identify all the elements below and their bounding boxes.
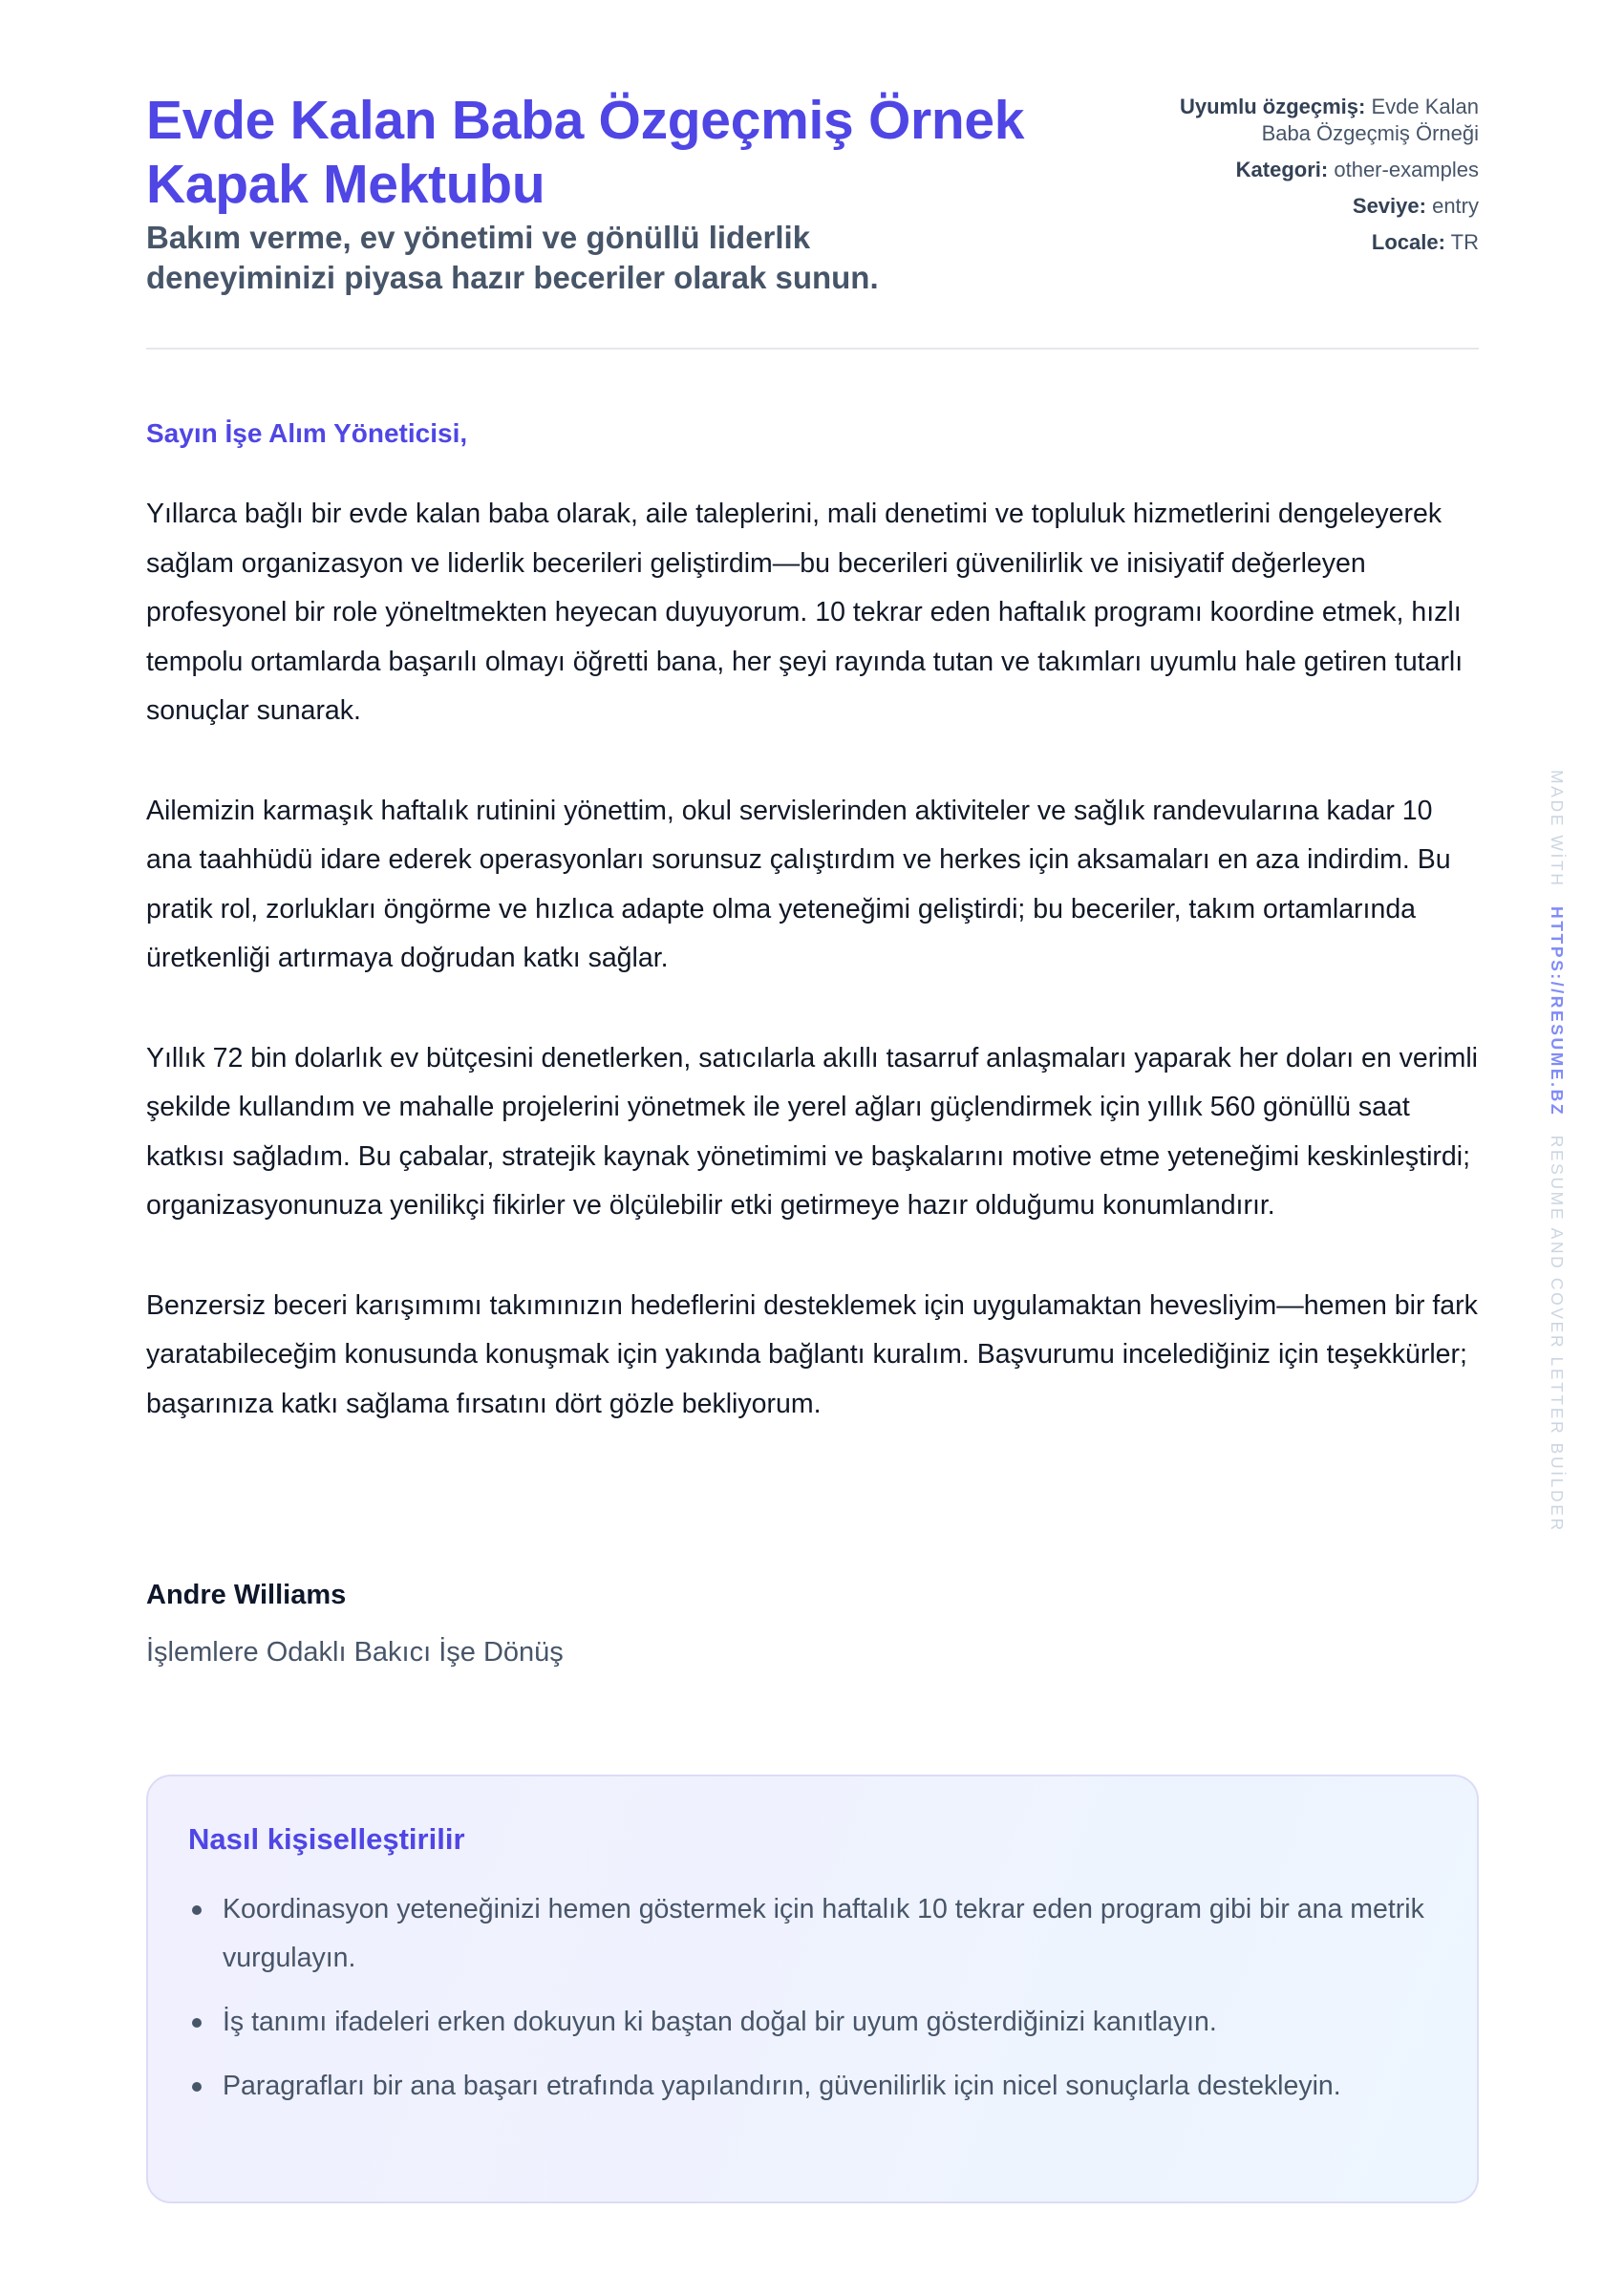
meta-value: Evde Kalan Baba Özgeçmiş Örneği bbox=[1261, 95, 1479, 145]
meta-compatible-resume bbox=[1135, 94, 1479, 147]
meta-label: Seviye: bbox=[1352, 194, 1426, 218]
meta-value: other-examples bbox=[1334, 158, 1479, 181]
meta-category bbox=[1135, 157, 1479, 183]
letter-paragraph: Yıllarca bağlı bir evde kalan baba olarak, aile taleplerini, mali denetimi ve topluluk hizmetlerini dengeleyerek sağlam organizasyon ve liderlik becerileri geliştirdim—bu becerileri güvenilirlik ve inisiyatif değerleyen profesyonel bir role yöneltmekten heyecan duyuyorum. 10 tekrar eden haftalık programı koordine etmek, hızlı tempolu ortamlarda başarılı olmayı öğretti bana, her şeyi rayında tutan ve takımları uyumlu hale getiren tutarlı sonuçlar sunarak. bbox=[146, 499, 1464, 726]
page-title: Evde Kalan Baba Özgeçmiş Örnek Kapak Mektubu bbox=[146, 90, 1025, 215]
page-subtitle: Bakım verme, ev yönetimi ve gönüllü liderlik deneyiminizi piyasa hazır beceriler olarak sunun. bbox=[146, 220, 879, 295]
meta-label: Locale: bbox=[1371, 230, 1445, 254]
watermark-prefix: MADE WİTH bbox=[1548, 770, 1567, 888]
tips-list-item bbox=[188, 2062, 1445, 2111]
bullet-icon bbox=[192, 2018, 202, 2028]
document-header bbox=[146, 0, 1479, 350]
tips-item-text: Koordinasyon yeteneğinizi hemen göstermek için haftalık 10 tekrar eden program gibi bir ana metrik vurgulayın. bbox=[223, 1894, 1424, 1973]
cover-letter-page bbox=[146, 0, 1479, 2101]
tips-list-item bbox=[188, 1998, 1445, 2047]
tips-item-text: Paragrafları bir ana başarı etrafında yapılandırın, güvenilirlik için nicel sonuçlarla destekleyin. bbox=[223, 2071, 1341, 2101]
meta-label: Uyumlu özgeçmiş: bbox=[1179, 95, 1366, 118]
letter-paragraph: Ailemizin karmaşık haftalık rutinini yönettim, okul servislerinden aktiviteler ve sağlık randevularına kadar 10 ana taahhüdü idare ederek operasyonları sorunsuz çalıştırdım ve herkes için aksamaları en aza indirdim. Bu pratik rol, zorlukları öngörme ve hızlıca adapte olma yeteneğimi geliştirdi; bu beceriler, takım ortamlarında üretkenliği artırmaya doğrudan katkı sağlar. bbox=[146, 795, 1451, 973]
signature-name: Andre Williams bbox=[146, 1580, 347, 1610]
made-with-watermark bbox=[1547, 770, 1567, 1533]
letter-greeting: Sayın İşe Alım Yöneticisi, bbox=[146, 418, 468, 448]
signature-role: İşlemlere Odaklı Bakıcı İşe Dönüş bbox=[146, 1637, 564, 1668]
watermark-link[interactable]: HTTPS://RESUME.BZ bbox=[1548, 906, 1567, 1117]
letter-paragraph: Benzersiz beceri karışımımı takımınızın hedeflerini desteklemek için uygulamaktan hevesliyim—hemen bir fark yaratabileceğim konusunda konuşmak için yakında bağlantı kuralım. Başvurumu incelediğiniz için teşekkürler; başarınıza katkı sağlama fırsatını dört gözle bekliyorum. bbox=[146, 1289, 1478, 1419]
meta-label: Kategori: bbox=[1235, 158, 1329, 181]
bullet-icon bbox=[192, 2082, 202, 2092]
meta-value: entry bbox=[1432, 194, 1479, 218]
letter-paragraph: Yıllık 72 bin dolarlık ev bütçesini denetlerken, satıcılarla akıllı tasarruf anlaşmaları yaparak her doları en verimli şekilde kullandım ve mahalle projelerini yönetmek ile yerel ağları güçlendirmek için yıllık 560 gönüllü saat katkısı sağladım. Bu çabalar, stratejik kaynak yönetimimi ve başkalarını motive etme yeteneğimi keskinleştirdi; organizasyonunuza yenilikçi fikirler ve ölçülebilir etki getirmeye hazır olduğumu konumlandırır. bbox=[146, 1042, 1478, 1221]
tips-item-text: İş tanımı ifadeleri erken dokuyun ki baştan doğal bir uyum gösterdiğinizi kanıtlayın. bbox=[223, 2007, 1217, 2037]
meta-panel bbox=[1135, 94, 1479, 266]
letter-signature bbox=[146, 1578, 564, 1669]
tips-list-item bbox=[188, 1885, 1445, 1983]
personalization-tips-box bbox=[146, 1775, 1479, 2203]
meta-level bbox=[1135, 193, 1479, 220]
meta-value: TR bbox=[1450, 230, 1479, 254]
bullet-icon bbox=[192, 1905, 202, 1915]
letter-body bbox=[146, 490, 1484, 1479]
tips-list bbox=[188, 1885, 1437, 2111]
watermark-suffix: RESUME AND COVER LETTER BUİLDER bbox=[1548, 1135, 1567, 1533]
tips-title: Nasıl kişiselleştirilir bbox=[188, 1822, 465, 1856]
meta-locale bbox=[1135, 229, 1479, 256]
